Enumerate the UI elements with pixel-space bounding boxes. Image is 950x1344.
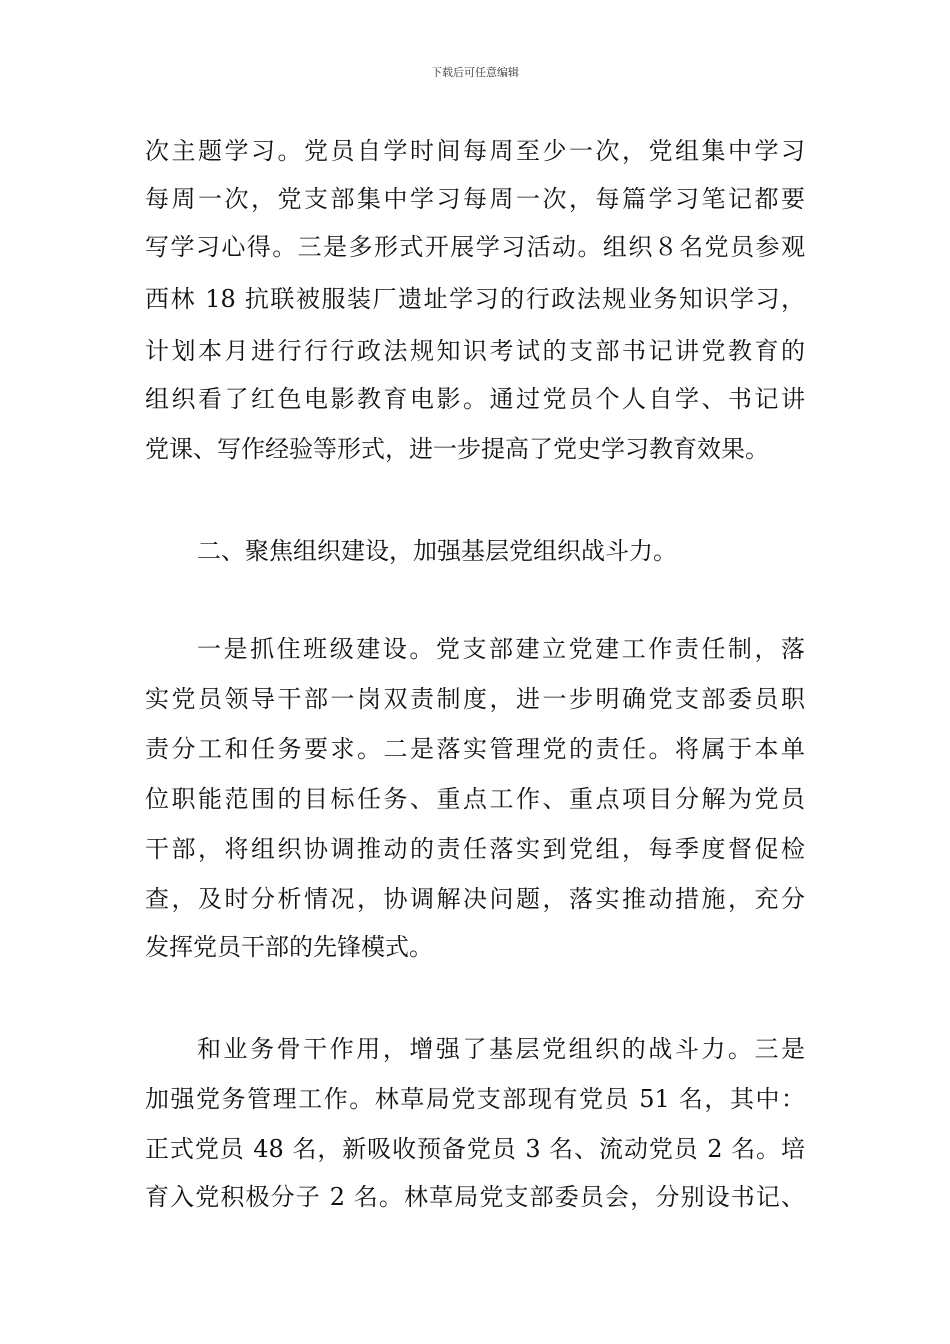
paragraph-3-line-7: 发挥党员干部的先锋模式。 (145, 933, 433, 961)
paragraph-3-line-6: 查，及时分析情况，协调解决问题，落实推动措施，充分 (145, 885, 805, 913)
paragraph-4-line-1: 和业务骨干作用，增强了基层党组织的战斗力。三是 (197, 1035, 805, 1063)
paragraph-3-line-3: 责分工和任务要求。二是落实管理党的责任。将属于本单 (145, 735, 805, 763)
paragraph-1-line-1: 次主题学习。党员自学时间每周至少一次，党组集中学习 (145, 137, 805, 165)
paragraph-3-line-2: 实党员领导干部一岗双责制度，进一步明确党支部委员职 (145, 685, 805, 713)
paragraph-4-line-4: 育入党积极分子 2 名。林草局党支部委员会，分别设书记、 (145, 1183, 805, 1211)
paragraph-4-line-3: 正式党员 48 名，新吸收预备党员 3 名、流动党员 2 名。培 (145, 1135, 805, 1163)
paragraph-3-line-4: 位职能范围的目标任务、重点工作、重点项目分解为党员 (145, 785, 805, 813)
paragraph-3-line-5: 干部，将组织协调推动的责任落实到党组，每季度督促检 (145, 835, 805, 863)
paragraph-1-line-3: 写学习心得。三是多形式开展学习活动。组织８名党员参观 (145, 233, 805, 261)
paragraph-1-line-2: 每周一次，党支部集中学习每周一次，每篇学习笔记都要 (145, 185, 805, 213)
paragraph-4-line-2: 加强党务管理工作。林草局党支部现有党员 51 名，其中： (145, 1085, 805, 1113)
paragraph-1-line-7: 党课、写作经验等形式，进一步提高了党史学习教育效果。 (145, 435, 769, 463)
paragraph-1-line-4: 西林 18 抗联被服装厂遗址学习的行政法规业务知识学习， (145, 285, 805, 313)
paragraph-1-line-5: 计划本月进行行行政法规知识考试的支部书记讲党教育的 (145, 337, 805, 365)
paragraph-3-line-1: 一是抓住班级建设。党支部建立党建工作责任制，落 (197, 635, 805, 663)
page-header-note: 下载后可任意编辑 (431, 66, 519, 79)
paragraph-1-line-6: 组织看了红色电影教育电影。通过党员个人自学、书记讲 (145, 385, 805, 413)
section-heading: 二、聚焦组织建设，加强基层党组织战斗力。 (197, 537, 677, 565)
